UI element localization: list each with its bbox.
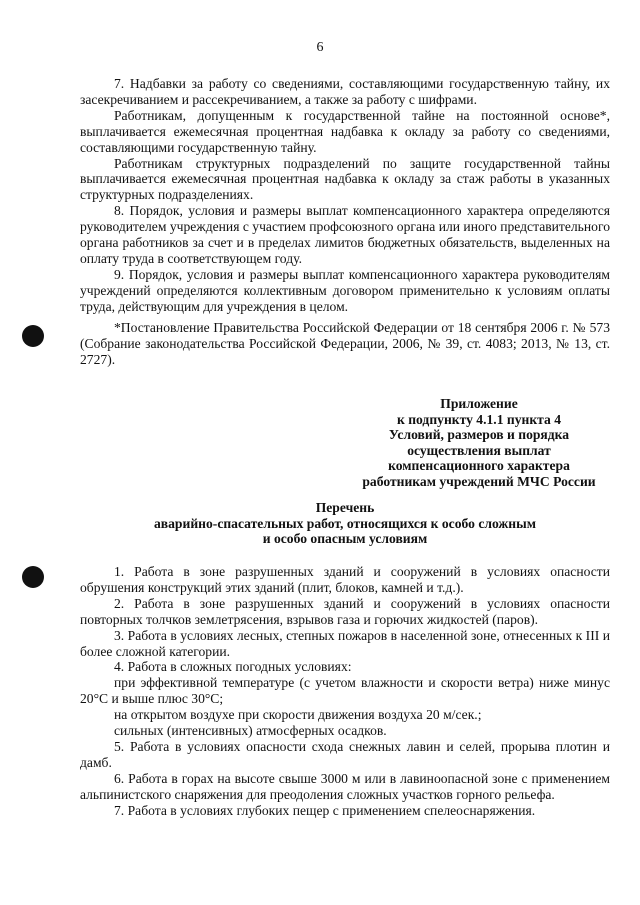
list-title — [80, 500, 610, 547]
list-item: 7. Работа в условиях глубоких пещер с применением спелеоснаряжения. — [114, 802, 536, 818]
footnote-section — [80, 320, 610, 368]
paragraph: Работникам, допущенным к государственной тайне на постоянной основе*, выплачивается ежемесячная процентная надбавка к окладу за работу со сведениями, составляющими государственную тайну. — [80, 107, 610, 155]
list-title-line: Перечень — [315, 500, 375, 515]
appendix-header — [354, 396, 604, 489]
list-item: 6. Работа в горах на высоте свыше 3000 м или в лавиноопасной зоне с применением альпинистского снаряжения для преодоления сложных участков горного рельефа. — [80, 770, 610, 802]
paragraph: 8. Порядок, условия и размеры выплат компенсационного характера определяются руководителем учреждения с участием профсоюзного органа или иного представительного органа работников за счет и в пределах лимитов бюджетных обязательств, выделенных на оплату труда в соответствующем году. — [80, 203, 610, 266]
binder-hole-icon — [22, 566, 44, 588]
page-number: 6 — [316, 40, 324, 55]
list-title-line: аварийно-спасательных работ, относящихся к особо сложным — [154, 515, 536, 531]
top-section — [80, 76, 610, 315]
list-item: 1. Работа в зоне разрушенных зданий и сооружений в условиях опасности обрушения конструкций этих зданий (плит, блоков, камней и т.д.). — [80, 564, 610, 595]
appendix-line: Условий, размеров и порядка — [388, 427, 570, 442]
list-title-line: и особо опасным условиям — [262, 531, 428, 547]
list-item: на открытом воздухе при скорости движения воздуха 20 м/сек.; — [114, 707, 482, 723]
appendix-line: компенсационного характера — [388, 458, 570, 473]
binder-hole-icon — [22, 325, 44, 347]
list-item: 3. Работа в условиях лесных, степных пожаров в населенной зоне, отнесенных к III и более сложной категории. — [80, 627, 610, 659]
list-item: 4. Работа в сложных погодных условиях: — [114, 659, 352, 675]
list-section — [80, 564, 610, 819]
paragraph: Работникам структурных подразделений по защите государственной тайны выплачивается ежемесячная процентная надбавка к окладу за стаж работы в указанных структурных подразделениях. — [80, 155, 610, 203]
appendix-line: работникам учреждений МЧС России — [362, 473, 596, 489]
appendix-line: к подпункту 4.1.1 пункта 4 — [396, 411, 562, 427]
paragraph: 9. Порядок, условия и размеры выплат компенсационного характера руководителям учреждений определяются коллективным договором применительно к условиям оплаты труда, действующим для учреждения в целом. — [80, 266, 610, 314]
footnote: *Постановление Правительства Российской Федерации от 18 сентября 2006 г. № 573 (Собрание законодательства Российской Федерации, 2006, № 39, ст. 4083; 2013, № 13, ст. 2727). — [80, 320, 610, 367]
list-item: сильных (интенсивных) атмосферных осадков. — [114, 723, 387, 739]
paragraph: 7. Надбавки за работу со сведениями, составляющими государственную тайну, их засекречиванием и рассекречиванием, а также за работу с шифрами. — [80, 76, 610, 107]
list-item: 5. Работа в условиях опасности схода снежных лавин и селей, прорыва плотин и дамб. — [80, 738, 610, 770]
appendix-line: осуществления выплат — [407, 442, 551, 458]
list-item: при эффективной температуре (с учетом влажности и скорости ветра) ниже минус 20°С и выше плюс 30°С; — [80, 675, 610, 707]
list-item: 2. Работа в зоне разрушенных зданий и сооружений в условиях опасности повторных толчков землетрясения, взрывов газа и горючих жидкостей (паров). — [80, 595, 610, 627]
appendix-line: Приложение — [440, 396, 518, 411]
